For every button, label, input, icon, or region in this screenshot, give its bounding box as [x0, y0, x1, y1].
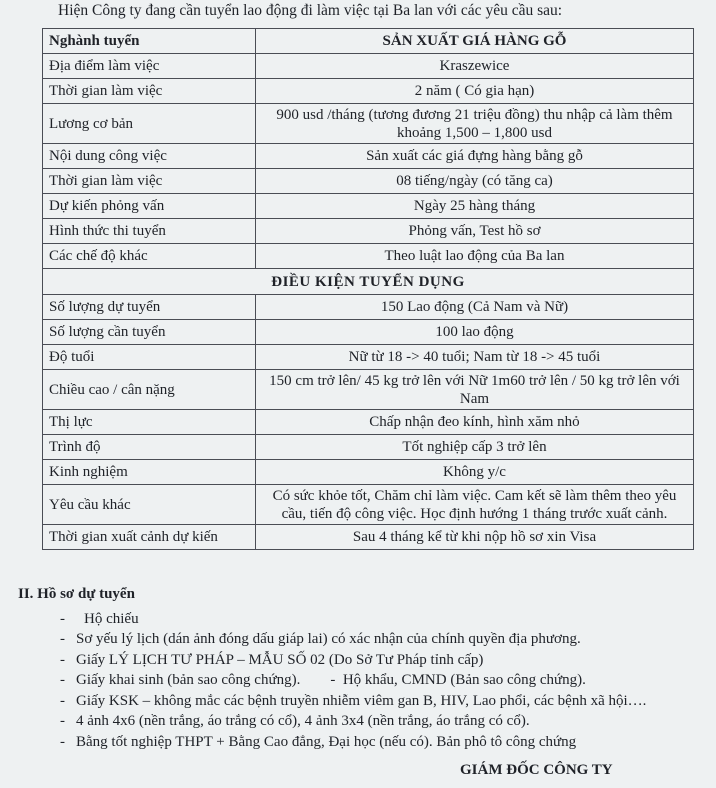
header-key: Nghành tuyển [43, 29, 256, 54]
list-item-text: Giấy LÝ LỊCH TƯ PHÁP – MẪU SỐ 02 (Do Sở Tư Pháp tỉnh cấp) [76, 651, 484, 668]
row-key: Thời gian xuất cảnh dự kiến [43, 525, 256, 550]
row-key: Độ tuổi [43, 345, 256, 370]
table-row [43, 435, 694, 460]
table-row [43, 410, 694, 435]
row-key: Thị lực [43, 410, 256, 435]
row-value: 150 Lao động (Cả Nam và Nữ) [256, 295, 694, 320]
row-value: Không y/c [256, 460, 694, 485]
row-key: Thời gian làm việc [43, 79, 256, 104]
table-row [43, 244, 694, 269]
list-item-text: Hộ chiếu [84, 610, 139, 627]
table-row [43, 79, 694, 104]
row-key: Hình thức thi tuyển [43, 219, 256, 244]
row-value: Có sức khỏe tốt, Chăm chỉ làm việc. Cam kết sẽ làm thêm theo yêu cầu, tiến độ công việc. Học định hướng 1 tháng trước xuất cảnh. [256, 485, 694, 525]
list-item-text: Sơ yếu lý lịch (dán ảnh đóng dấu giáp lai) có xác nhận của chính quyền địa phương. [76, 631, 581, 647]
row-key: Số lượng dự tuyển [43, 295, 256, 320]
row-value: Chấp nhận đeo kính, hình xăm nhỏ [256, 410, 694, 435]
row-value: 2 năm ( Có gia hạn) [256, 79, 694, 104]
section-title: ĐIỀU KIỆN TUYỂN DỤNG [43, 269, 694, 295]
table-row [43, 169, 694, 194]
table-row [43, 370, 694, 410]
row-value: 900 usd /tháng (tương đương 21 triệu đồng) thu nhập cả làm thêm khoảng 1,500 – 1,800 usd [256, 104, 694, 144]
list-item: - Sơ yếu lý lịch (dán ảnh đóng dấu giáp lai) có xác nhận của chính quyền địa phương. [60, 631, 581, 647]
signature-title: GIÁM ĐỐC CÔNG TY [460, 762, 613, 778]
row-value: 08 tiếng/ngày (có tăng ca) [256, 169, 694, 194]
row-key: Kinh nghiệm [43, 460, 256, 485]
row-value: Sau 4 tháng kể từ khi nộp hồ sơ xin Visa [256, 525, 694, 550]
row-value: Ngày 25 hàng tháng [256, 194, 694, 219]
row-value: Sản xuất các giá đựng hàng bằng gỗ [256, 144, 694, 169]
table-row [43, 219, 694, 244]
table-header-row [43, 29, 694, 54]
list-item-text: Bằng tốt nghiệp THPT + Bằng Cao đẳng, Đại học (nếu có). Bản phô tô công chứng [76, 733, 577, 750]
row-key: Địa điểm làm việc [43, 54, 256, 79]
list-item: - Giấy LÝ LỊCH TƯ PHÁP – MẪU SỐ 02 (Do Sở Tư Pháp tỉnh cấp) [60, 651, 484, 668]
list-item: - Giấy KSK – không mắc các bệnh truyền nhiễm viêm gan B, HIV, Lao phổi, các bệnh xã hội…. [60, 692, 647, 709]
documents-section [18, 584, 646, 752]
list-item: - Bằng tốt nghiệp THPT + Bằng Cao đẳng, Đại học (nếu có). Bản phô tô công chứng [60, 733, 577, 750]
section-row [43, 269, 694, 295]
recruitment-table [42, 28, 694, 550]
list-item: - Giấy khai sinh (bản sao công chứng). - Hộ khẩu, CMND (Bản sao công chứng). [60, 672, 586, 688]
list-item: - Hộ chiếu [60, 610, 139, 627]
row-key: Chiều cao / cân nặng [43, 370, 256, 410]
row-key: Số lượng cần tuyển [43, 320, 256, 345]
row-key: Yêu cầu khác [43, 485, 256, 525]
table-row [43, 104, 694, 144]
table-row [43, 485, 694, 525]
row-key: Các chế độ khác [43, 244, 256, 269]
intro-text: Hiện Công ty đang cần tuyển lao động đi làm việc tại Ba lan với các yêu cầu sau: [58, 2, 563, 19]
table-row [43, 525, 694, 550]
row-value: 150 cm trở lên/ 45 kg trở lên với Nữ 1m60 trở lên / 50 kg trở lên với Nam [256, 370, 694, 410]
list-item-text: Giấy KSK – không mắc các bệnh truyền nhiễm viêm gan B, HIV, Lao phổi, các bệnh xã hội…. [76, 692, 647, 709]
table-row [43, 460, 694, 485]
table-row [43, 144, 694, 169]
row-key: Thời gian làm việc [43, 169, 256, 194]
row-value: Phỏng vấn, Test hồ sơ [256, 219, 694, 244]
row-key: Dự kiến phỏng vấn [43, 194, 256, 219]
table-row [43, 295, 694, 320]
row-value: Kraszewice [256, 54, 694, 79]
row-key: Lương cơ bản [43, 104, 256, 144]
table-row [43, 320, 694, 345]
header-value: SẢN XUẤT GIÁ HÀNG GỖ [256, 29, 694, 54]
documents-list [18, 609, 646, 753]
row-value: Tốt nghiệp cấp 3 trở lên [256, 435, 694, 460]
list-item-text: Giấy khai sinh (bản sao công chứng). - Hộ khẩu, CMND (Bản sao công chứng). [76, 672, 586, 688]
table-row [43, 194, 694, 219]
row-key: Trình độ [43, 435, 256, 460]
row-value: 100 lao động [256, 320, 694, 345]
row-value: Nữ từ 18 -> 40 tuổi; Nam từ 18 -> 45 tuổi [256, 345, 694, 370]
documents-title: II. Hồ sơ dự tuyển [18, 586, 135, 602]
list-item-text: 4 ảnh 4x6 (nền trắng, áo trắng có cổ), 4 ảnh 3x4 (nền trắng, áo trắng có cổ). [76, 713, 530, 729]
row-value: Theo luật lao động của Ba lan [256, 244, 694, 269]
table-row [43, 345, 694, 370]
table-row [43, 54, 694, 79]
row-key: Nội dung công việc [43, 144, 256, 169]
list-item: - 4 ảnh 4x6 (nền trắng, áo trắng có cổ), 4 ảnh 3x4 (nền trắng, áo trắng có cổ). [60, 713, 530, 729]
